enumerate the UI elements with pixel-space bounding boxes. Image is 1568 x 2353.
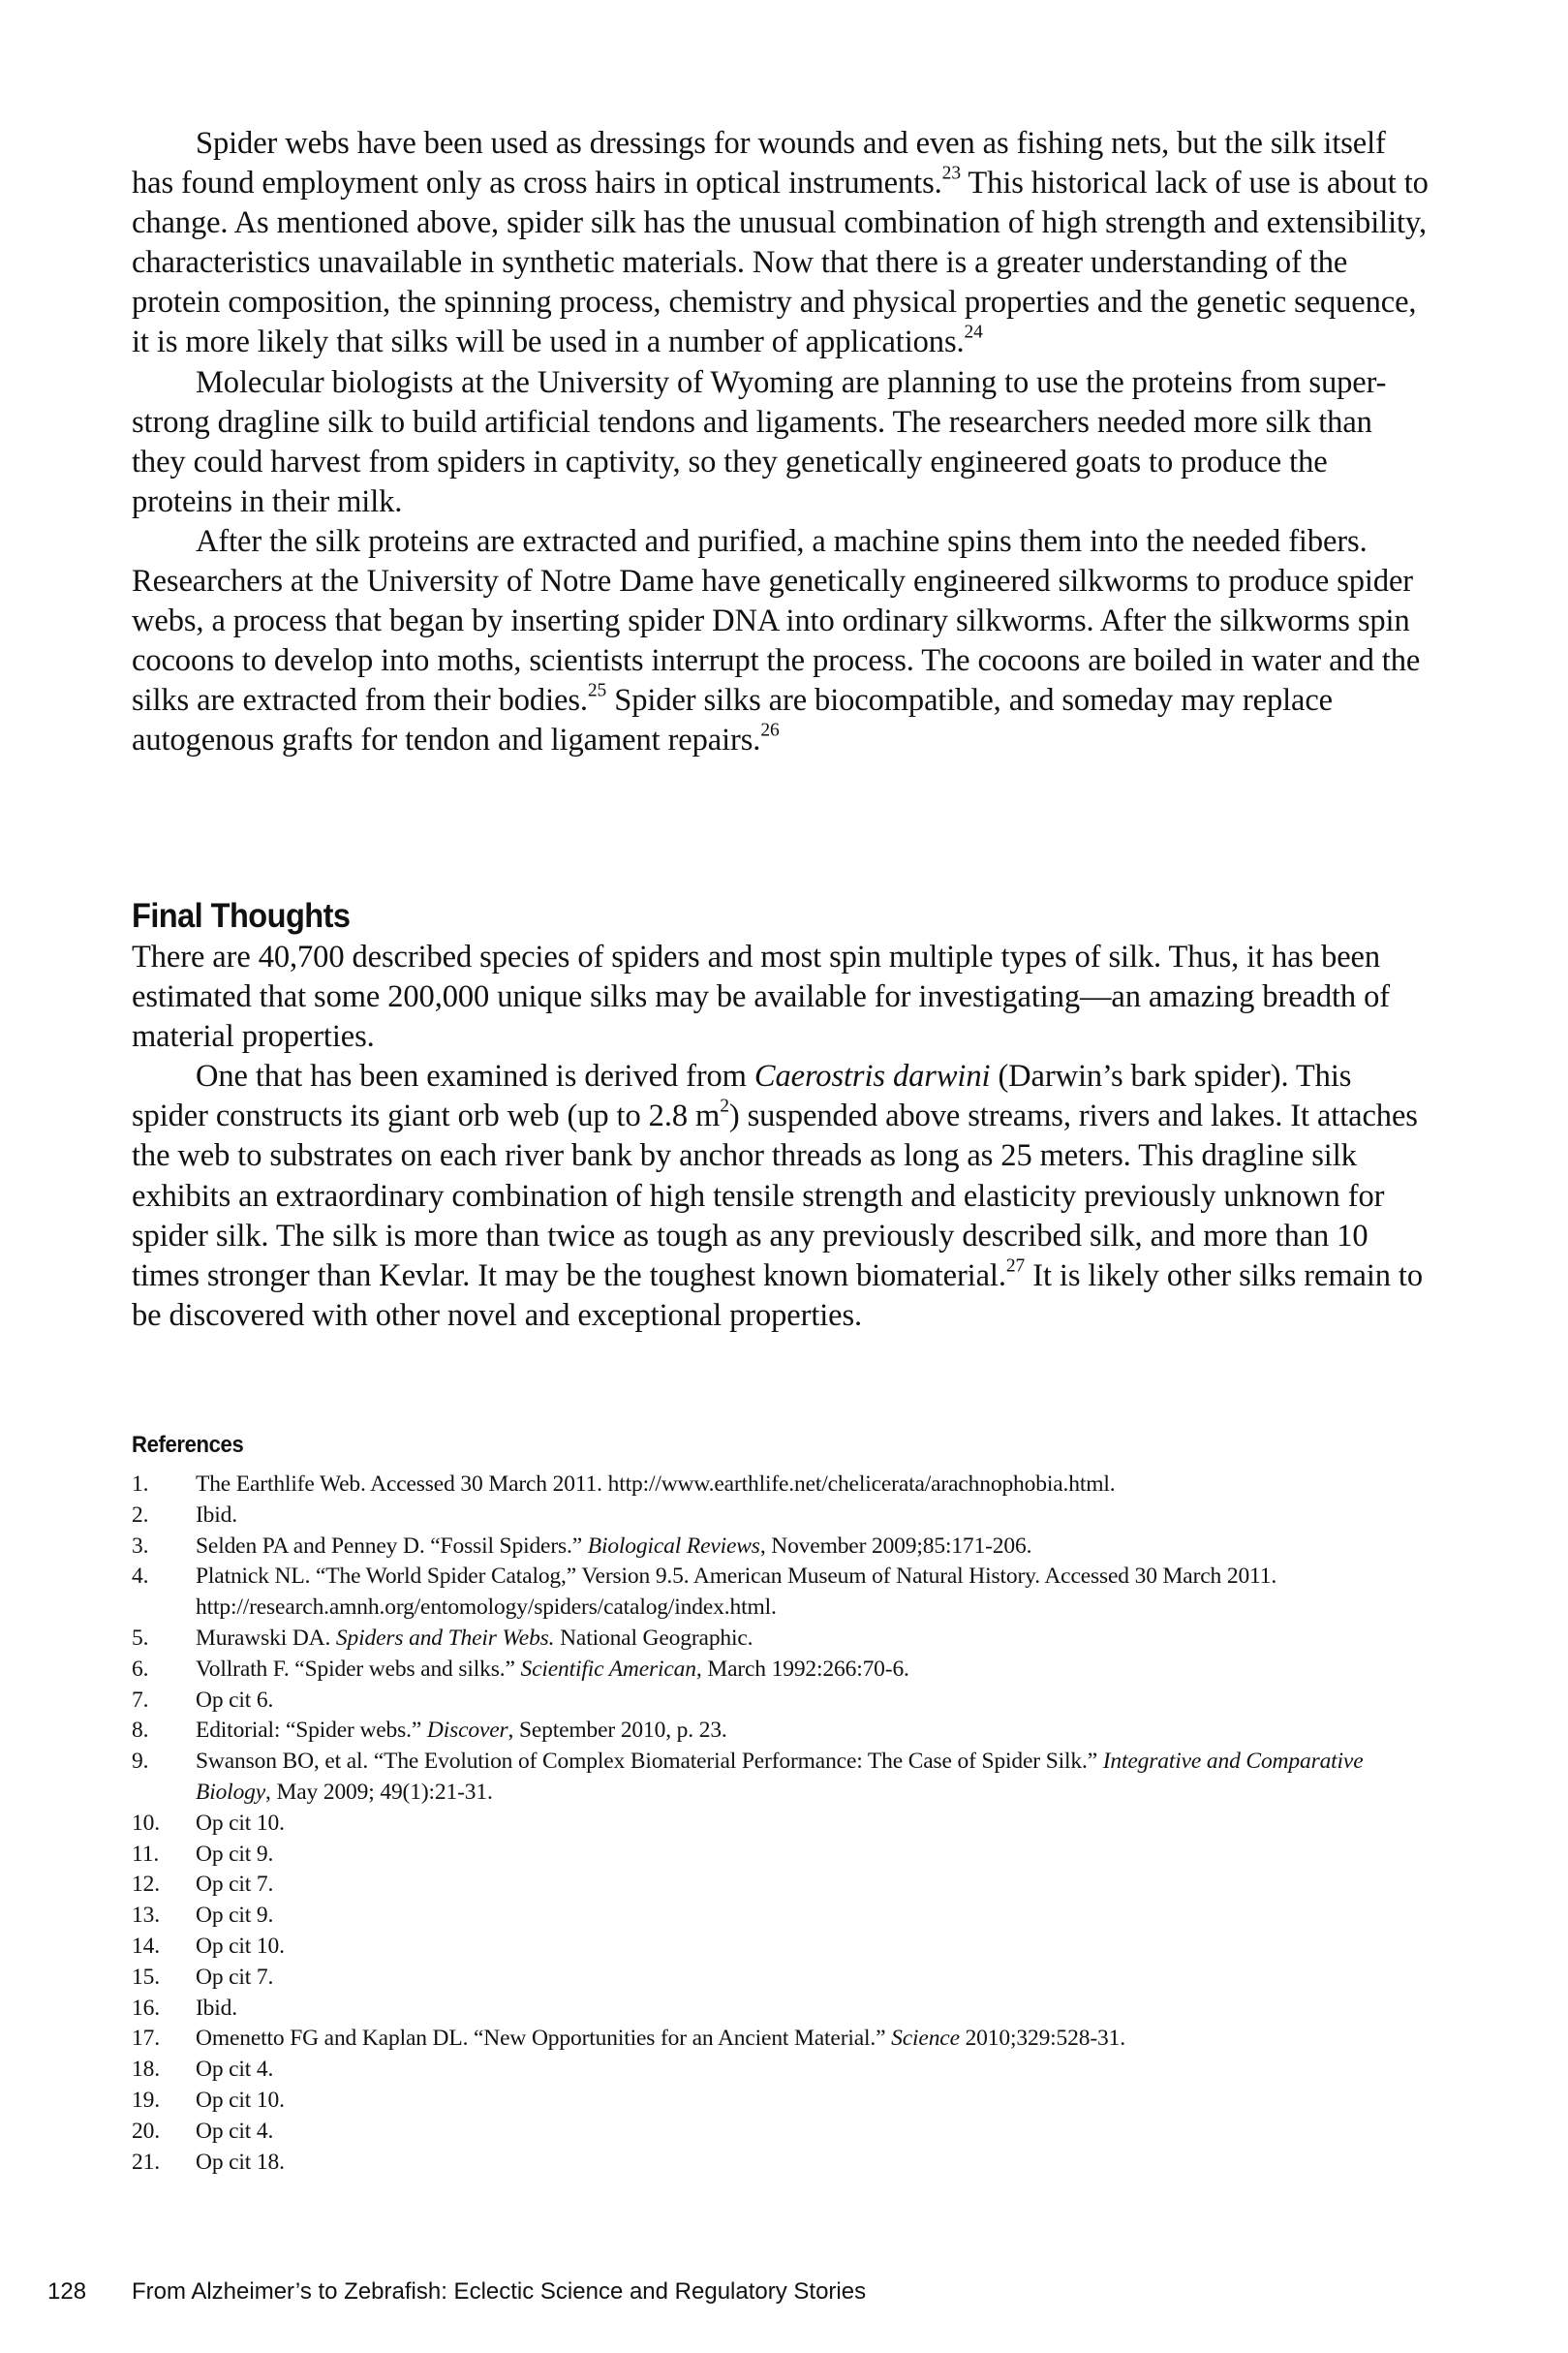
paragraph-text: This historical lack of use is about to change. As mentioned above, spider silk has the unusual combination of high strength and extensibility, characteristics unavailable in synthetic materials. Now that there is a greater understanding of the protein composition, the spinning process, chemistry and physical properties and the genetic sequence, it is more likely that silks will be used in a number of applications. — [132, 166, 1429, 360]
reference-text — [196, 1809, 1431, 1840]
reference-number: 6. — [132, 1656, 149, 1682]
reference-text — [196, 2117, 1431, 2148]
paragraph-text: Spider webs have been used as dressings for wounds and even as fishing nets, but the silk itself has found employment only as cross hairs in optical instruments. — [132, 126, 1386, 201]
reference-text-part: , November 2009;85:171-206. — [759, 1533, 1032, 1559]
footnote-ref: 23 — [941, 163, 961, 184]
reference-text — [196, 1501, 1431, 1532]
reference-number: 11. — [132, 1841, 160, 1867]
reference-publication: Spiders and Their Webs. — [335, 1625, 555, 1651]
reference-item — [132, 2117, 1431, 2148]
paragraph — [132, 124, 1431, 363]
reference-number: 12. — [132, 1872, 160, 1898]
reference-item — [132, 1870, 1431, 1901]
reference-item — [132, 2148, 1431, 2179]
reference-text-part: , September 2010, p. 23. — [507, 1718, 727, 1744]
reference-number: 17. — [132, 2026, 160, 2052]
reference-text — [196, 1686, 1431, 1717]
paragraph-text: Spider silks are biocompatible, and someday may replace autogenous grafts for tendon and ligament repairs. — [132, 683, 1334, 759]
reference-text — [196, 1655, 1431, 1686]
reference-number: 8. — [132, 1718, 149, 1744]
reference-text-part: Ibid. — [196, 1995, 237, 2021]
reference-publication: Biological Reviews — [587, 1533, 760, 1559]
reference-number: 2. — [132, 1502, 149, 1528]
reference-publication: Science — [891, 2026, 960, 2052]
reference-number: 16. — [132, 1995, 160, 2021]
paragraph-text: ) suspended above streams, rivers and lakes. It attaches the web to substrates on each river bank by anchor threads as long as 25 meters. This dragline silk exhibits an extraordinary combination of high tensile strength and elasticity previously unknown for spider silk. The silk is more than twice as tough as any previously described silk, and more than 10 times stronger than Kevlar. It may be the toughest known biomaterial. — [132, 1099, 1418, 1293]
reference-item — [132, 1532, 1431, 1563]
reference-item — [132, 1901, 1431, 1932]
reference-text-part: Op cit 9. — [196, 1841, 274, 1867]
reference-number: 3. — [132, 1533, 149, 1559]
reference-text — [196, 1532, 1431, 1563]
reference-text — [196, 1470, 1431, 1501]
reference-text-part: National Geographic. — [554, 1625, 753, 1651]
reference-text-part: Op cit 7. — [196, 1872, 274, 1898]
reference-number: 7. — [132, 1687, 149, 1713]
reference-item — [132, 1470, 1431, 1501]
paragraph-text: (Darwin’s bark spider). This spider constructs its giant orb web (up to 2.8 m — [132, 1059, 1352, 1134]
reference-text — [196, 1747, 1431, 1809]
reference-item — [132, 1624, 1431, 1655]
reference-item — [132, 1840, 1431, 1871]
reference-number: 4. — [132, 1564, 149, 1590]
reference-text-part: Platnick NL. “The World Spider Catalog,” Version 9.5. American Museum of Natural History. Accessed 30 March 2011. http://research.amnh.org/entomology/spiders/catalog/index.html. — [196, 1564, 1277, 1621]
paragraph: Molecular biologists at the University of Wyoming are planning to use the proteins from super-strong dragline silk to build artificial tendons and ligaments. The researchers needed more silk than they could harvest from spiders in captivity, so they genetically engineered goats to produce the proteins in their milk. — [132, 364, 1387, 519]
reference-text — [196, 1932, 1431, 1963]
reference-text-part: 2010;329:528-31. — [959, 2026, 1125, 2052]
reference-number: 13. — [132, 1903, 160, 1929]
reference-item — [132, 2024, 1431, 2055]
reference-item — [132, 1747, 1431, 1809]
references-list — [132, 1470, 1431, 2178]
reference-item — [132, 1809, 1431, 1840]
reference-text-part: Ibid. — [196, 1502, 237, 1528]
reference-item — [132, 1686, 1431, 1717]
reference-number: 21. — [132, 2149, 160, 2175]
paragraph: There are 40,700 described species of spiders and most spin multiple types of silk. Thus, it has been estimated that some 200,000 unique silks may be available for investigating—an amazing breadth of material properties. — [132, 940, 1390, 1055]
reference-text-part: Swanson BO, et al. “The Evolution of Complex Biomaterial Performance: The Case of Spider Silk.” — [196, 1749, 1103, 1775]
reference-text — [196, 1901, 1431, 1932]
reference-number: 19. — [132, 2087, 160, 2113]
reference-text-part: Editorial: “Spider webs.” — [196, 1718, 427, 1744]
reference-text-part: , May 2009; 49(1):21-31. — [265, 1779, 493, 1805]
reference-text-part: Vollrath F. “Spider webs and silks.” — [196, 1656, 521, 1682]
reference-text — [196, 1562, 1431, 1624]
reference-number: 15. — [132, 1964, 160, 1990]
body-section-final-thoughts — [132, 938, 1431, 1336]
paragraph-text: After the silk proteins are extracted and purified, a machine spins them into the needed fibers. Researchers at the University of Notre Dame have genetically engineered silkworms to produce spider webs, a process that began by inserting spider DNA into ordinary silkworms. After the silkworms spin cocoons to develop into moths, scientists interrupt the process. The cocoons are boiled in water and the silks are extracted from their bodies. — [132, 523, 1421, 719]
reference-text-part: Op cit 9. — [196, 1903, 274, 1929]
reference-text-part: Op cit 7. — [196, 1964, 274, 1990]
reference-text-part: Op cit 10. — [196, 2087, 285, 2113]
reference-text — [196, 1994, 1431, 2025]
reference-number: 14. — [132, 1933, 160, 1959]
reference-text-part: March 1992:266:70-6. — [701, 1656, 909, 1682]
reference-text — [196, 2086, 1431, 2117]
body-section-applications — [132, 124, 1431, 761]
footnote-ref: 25 — [587, 680, 607, 701]
species-name: Caerostris darwini — [753, 1059, 991, 1095]
reference-number: 9. — [132, 1749, 149, 1775]
reference-text — [196, 2148, 1431, 2179]
paragraph — [132, 1057, 1431, 1336]
paragraph-text: It is likely other silks remain to be discovered with other novel and exceptional properties. — [132, 1257, 1424, 1333]
reference-publication: Scientific American, — [520, 1656, 702, 1682]
reference-number: 20. — [132, 2118, 160, 2144]
reference-item — [132, 1655, 1431, 1686]
book-title: From Alzheimer’s to Zebrafish: Eclectic Science and Regulatory Stories — [132, 2278, 867, 2305]
reference-text-part: Op cit 18. — [196, 2149, 285, 2175]
superscript: 2 — [720, 1096, 729, 1117]
paragraph-text: One that has been examined is derived from — [196, 1059, 754, 1095]
footnote-ref: 27 — [1005, 1255, 1026, 1277]
reference-text — [196, 1716, 1431, 1747]
reference-item — [132, 2055, 1431, 2086]
reference-text-part: Op cit 4. — [196, 2118, 274, 2144]
paragraph — [132, 522, 1431, 761]
reference-number: 18. — [132, 2057, 160, 2083]
reference-text — [196, 1963, 1431, 1994]
references-heading: References — [132, 1432, 244, 1458]
reference-text-part: Op cit 4. — [196, 2057, 274, 2083]
reference-item — [132, 1501, 1431, 1532]
reference-number: 10. — [132, 1810, 160, 1836]
reference-text — [196, 1624, 1431, 1655]
reference-text — [196, 1840, 1431, 1871]
reference-text — [196, 2024, 1431, 2055]
reference-number: 5. — [132, 1625, 149, 1651]
reference-text — [196, 1870, 1431, 1901]
reference-text-part: Op cit 6. — [196, 1687, 274, 1713]
reference-item — [132, 1932, 1431, 1963]
footnote-ref: 24 — [964, 322, 983, 343]
footnote-ref: 26 — [760, 720, 780, 741]
reference-text-part: Selden PA and Penney D. “Fossil Spiders.” — [196, 1533, 588, 1559]
reference-item — [132, 1994, 1431, 2025]
reference-item — [132, 1716, 1431, 1747]
reference-item — [132, 1562, 1431, 1624]
reference-publication: Integrative and Comparative Biology — [196, 1749, 1364, 1805]
section-heading-final-thoughts: Final Thoughts — [132, 897, 351, 935]
reference-number: 1. — [132, 1471, 149, 1497]
page-number: 128 — [47, 2278, 87, 2305]
reference-text — [196, 2055, 1431, 2086]
reference-text-part: Murawski DA. — [196, 1625, 336, 1651]
reference-text-part: Op cit 10. — [196, 1810, 285, 1836]
reference-item — [132, 1963, 1431, 1994]
reference-text-part: The Earthlife Web. Accessed 30 March 2011. http://www.earthlife.net/chelicerata/arachnophobia.html. — [196, 1471, 1116, 1497]
reference-publication: Discover — [426, 1718, 508, 1744]
reference-text-part: Omenetto FG and Kaplan DL. “New Opportunities for an Ancient Material.” — [196, 2026, 892, 2052]
reference-text-part: Op cit 10. — [196, 1933, 285, 1959]
reference-item — [132, 2086, 1431, 2117]
